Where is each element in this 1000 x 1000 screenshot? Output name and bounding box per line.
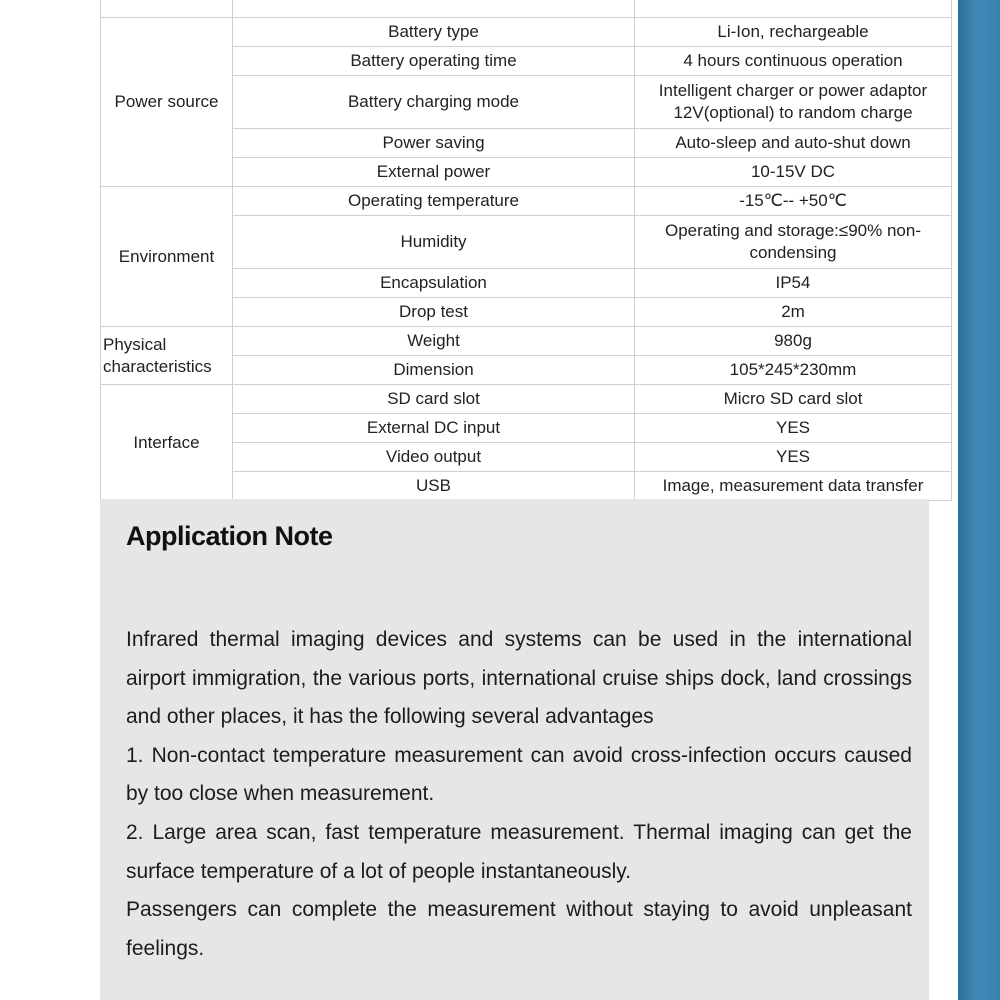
value-cell: 2m <box>635 298 952 327</box>
param-cell: Humidity <box>233 216 635 269</box>
cut-off-param-cell <box>233 0 635 18</box>
table-row <box>101 385 952 414</box>
cut-off-group-cell <box>101 0 233 18</box>
param-cell: Video output <box>233 443 635 472</box>
value-cell: Micro SD card slot <box>635 385 952 414</box>
value-cell: Image, measurement data transfer <box>635 472 952 501</box>
note-paragraph: Passengers can complete the measurement without staying to avoid unpleasant feelings. <box>126 898 912 960</box>
value-cell: YES <box>635 443 952 472</box>
value-cell: 105*245*230mm <box>635 356 952 385</box>
param-cell: Power saving <box>233 129 635 158</box>
value-cell: Auto-sleep and auto-shut down <box>635 129 952 158</box>
param-cell: Drop test <box>233 298 635 327</box>
group-cell-power-source: Power source <box>101 18 233 187</box>
table-row <box>101 18 952 47</box>
param-cell: Battery type <box>233 18 635 47</box>
value-cell: IP54 <box>635 269 952 298</box>
value-cell: YES <box>635 414 952 443</box>
param-cell: External power <box>233 158 635 187</box>
table-row <box>101 187 952 216</box>
param-cell: USB <box>233 472 635 501</box>
application-note-body <box>126 621 912 968</box>
value-cell: Operating and storage:≤90% non-condensing <box>635 216 952 269</box>
param-cell: Operating temperature <box>233 187 635 216</box>
value-cell: 980g <box>635 327 952 356</box>
application-note-panel <box>100 499 929 1000</box>
specification-table <box>100 0 952 501</box>
note-paragraph: Infrared thermal imaging devices and systems can be used in the international airport immigration, the various ports, international cruise ships dock, land crossings and other places, it has the following several advantages <box>126 628 912 729</box>
cut-off-value-cell <box>635 0 952 18</box>
value-cell: 4 hours continuous operation <box>635 47 952 76</box>
value-cell: -15℃-- +50℃ <box>635 187 952 216</box>
param-cell: Battery charging mode <box>233 76 635 129</box>
param-cell: Weight <box>233 327 635 356</box>
note-paragraph: 1. Non-contact temperature measurement can avoid cross-infection occurs caused by too close when measurement. <box>126 743 912 806</box>
param-cell: Dimension <box>233 356 635 385</box>
param-cell: Encapsulation <box>233 269 635 298</box>
group-cell-environment: Environment <box>101 187 233 327</box>
param-cell: External DC input <box>233 414 635 443</box>
value-cell: Intelligent charger or power adaptor 12V(optional) to random charge <box>635 76 952 129</box>
value-cell: Li-Ion, rechargeable <box>635 18 952 47</box>
param-cell: SD card slot <box>233 385 635 414</box>
table-row <box>101 0 952 18</box>
group-cell-physical-characteristics: Physical characteristics <box>101 327 233 385</box>
right-blue-bar <box>958 0 1000 1000</box>
value-cell: 10-15V DC <box>635 158 952 187</box>
group-cell-interface: Interface <box>101 385 233 501</box>
table-row <box>101 327 952 356</box>
application-note-title: Application Note <box>126 521 333 551</box>
param-cell: Battery operating time <box>233 47 635 76</box>
note-paragraph: 2. Large area scan, fast temperature measurement. Thermal imaging can get the surface temperature of a lot of people instantaneously. <box>126 820 912 883</box>
